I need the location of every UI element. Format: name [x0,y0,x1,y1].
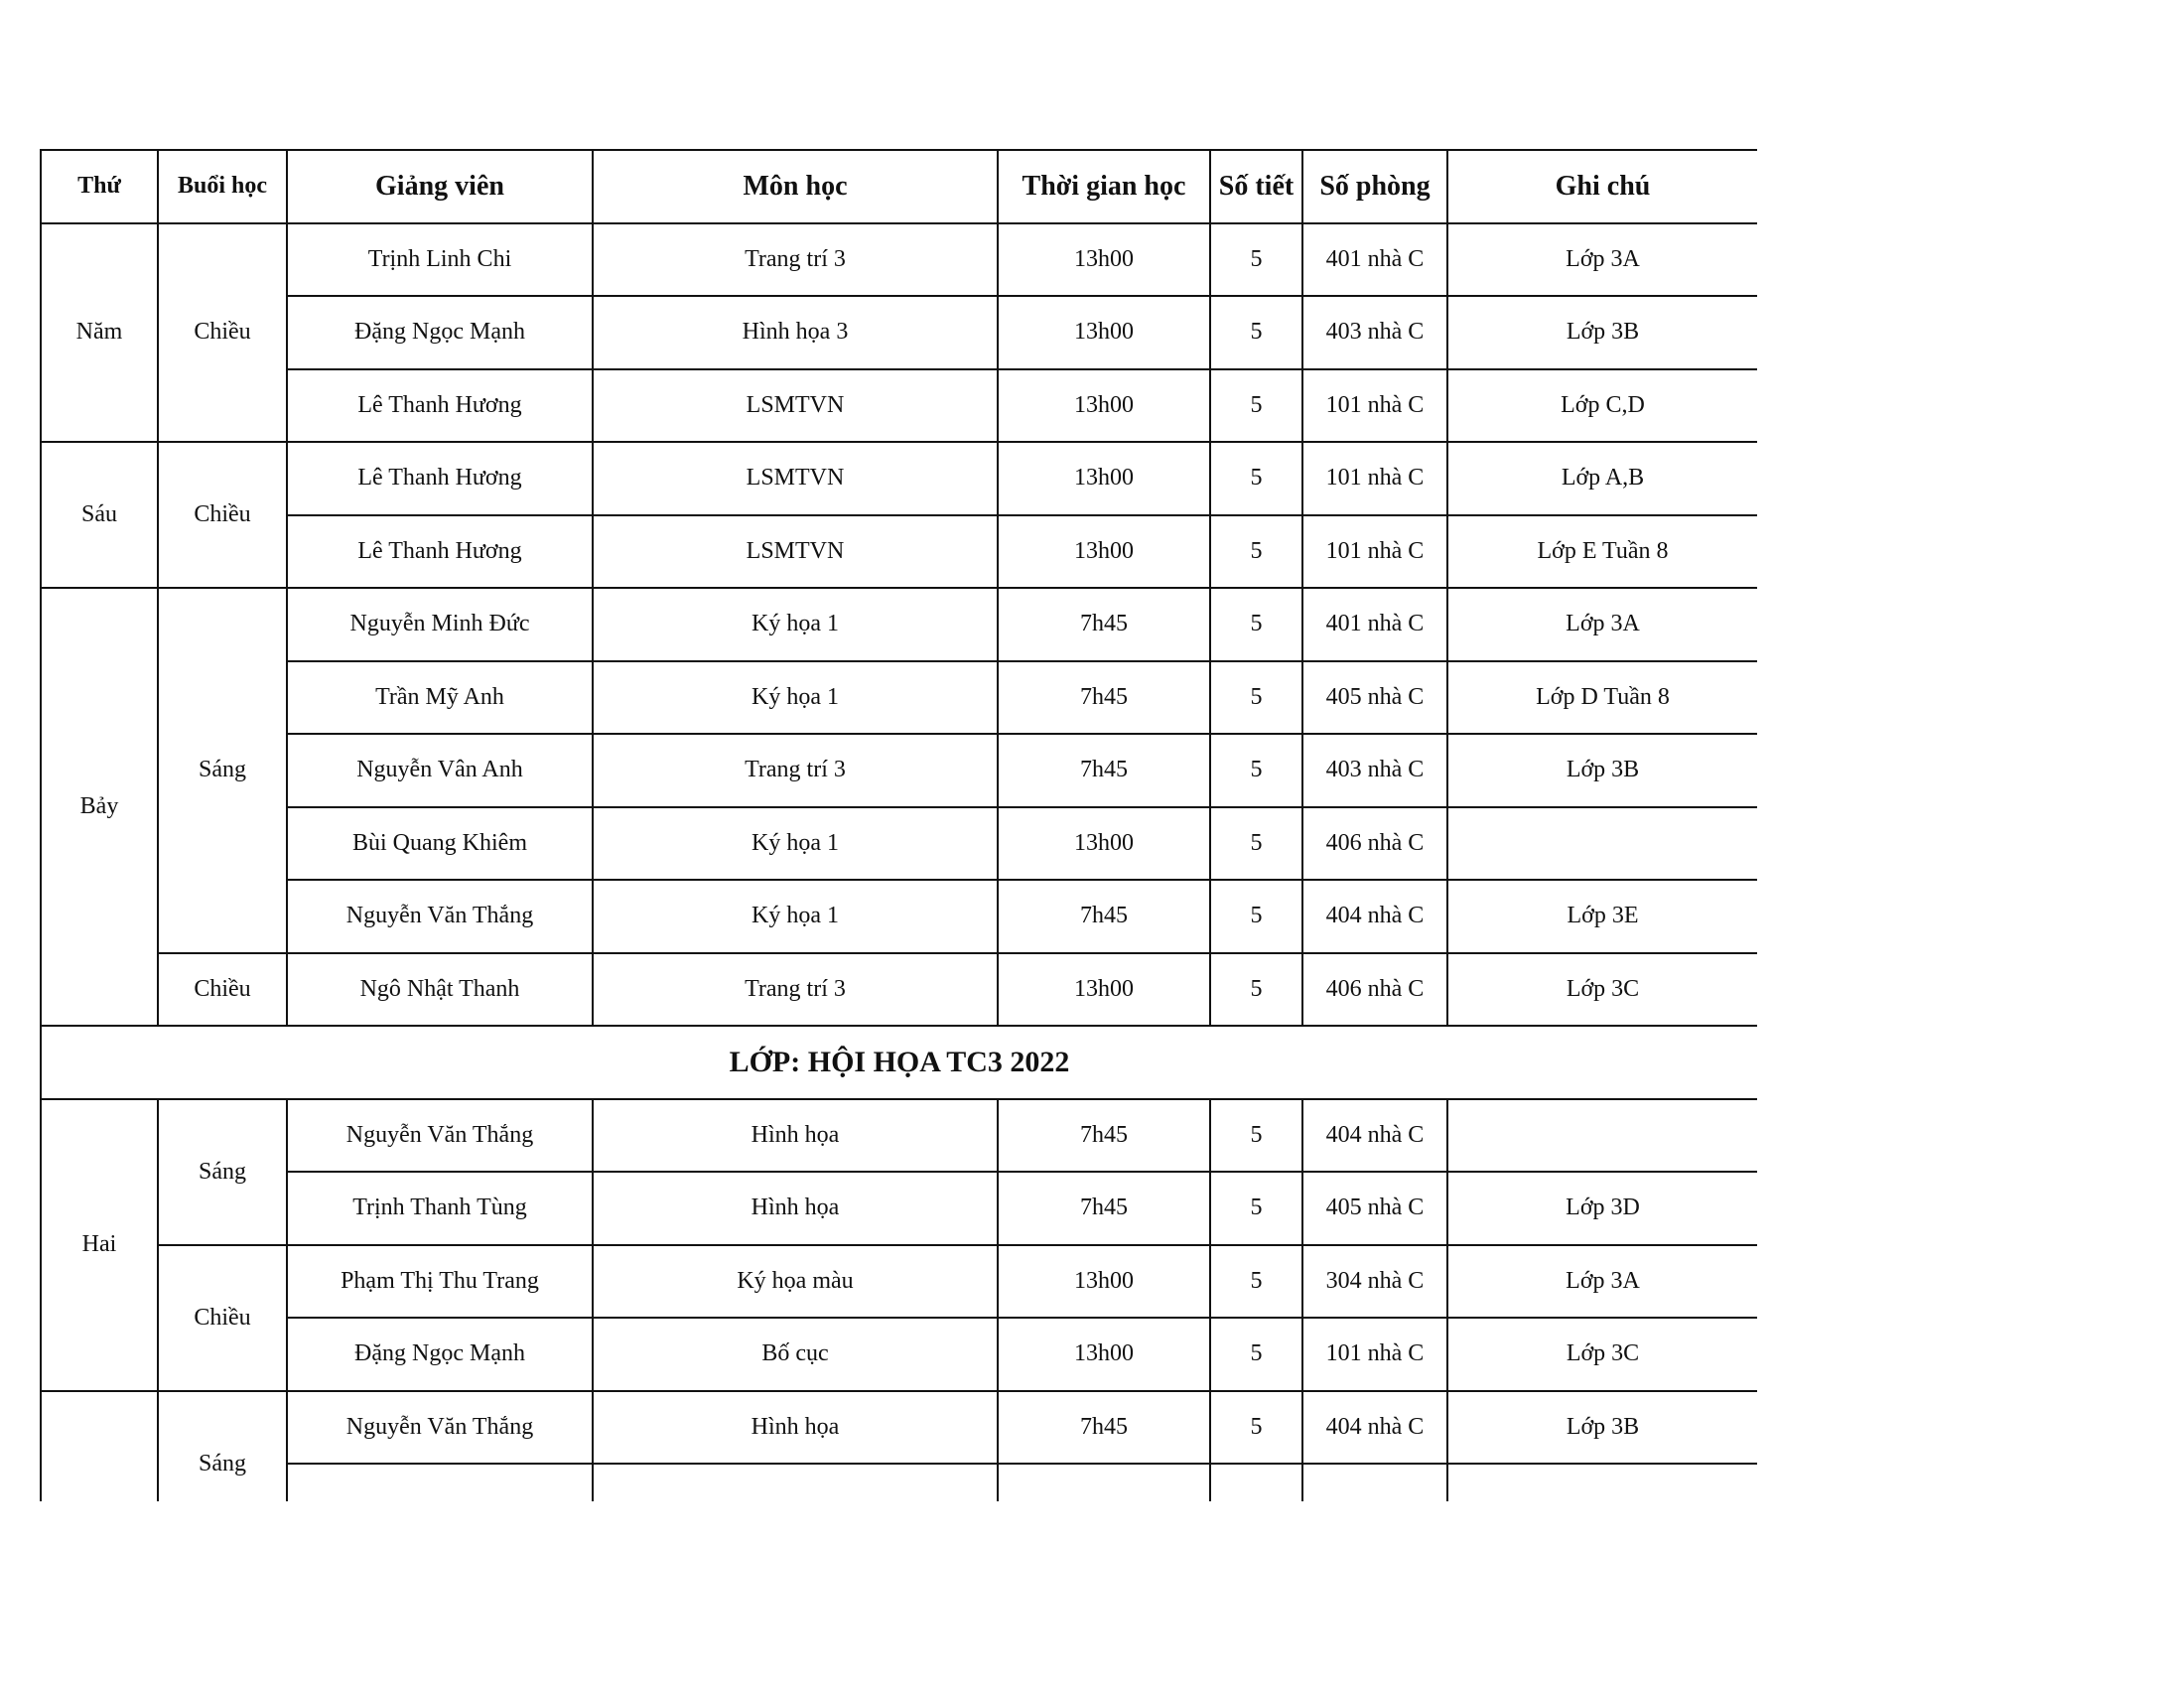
subject-cell: LSMTVN [593,369,998,443]
table-row [41,588,1757,661]
time-cell: 13h00 [998,1245,1210,1319]
subject-cell: Hình họa [593,1099,998,1173]
note-cell: Lớp 3A [1447,588,1757,661]
subject-cell: Trang trí 3 [593,734,998,807]
lecturer-cell: Đặng Ngọc Mạnh [287,1318,593,1391]
note-cell: Lớp D Tuần 8 [1447,661,1757,735]
subject-cell: Trang trí 3 [593,953,998,1027]
table-row [41,442,1757,515]
day-cell [41,1391,158,1502]
table-row [41,1245,1757,1319]
note-cell [1447,807,1757,881]
lecturer-cell: Trịnh Thanh Tùng [287,1172,593,1245]
periods-cell: 5 [1210,661,1302,735]
room-cell: 101 nhà C [1302,369,1447,443]
room-cell: 101 nhà C [1302,1318,1447,1391]
table-row [41,953,1757,1027]
lecturer-cell: Trần Mỹ Anh [287,661,593,735]
note-cell: Lớp 3D [1447,1172,1757,1245]
lecturer-cell: Nguyễn Văn Thắng [287,880,593,953]
table-row [41,1464,1757,1501]
header-so-tiet: Số tiết [1210,150,1302,223]
room-cell: 101 nhà C [1302,442,1447,515]
header-buoi-hoc: Buổi học [158,150,287,223]
header-row [41,150,1757,223]
note-cell: Lớp 3A [1447,1245,1757,1319]
subject-cell: Hình họa [593,1391,998,1465]
room-cell: 404 nhà C [1302,880,1447,953]
room-cell: 405 nhà C [1302,661,1447,735]
note-cell: Lớp 3E [1447,880,1757,953]
periods-cell: 5 [1210,1172,1302,1245]
subject-cell: Ký họa màu [593,1245,998,1319]
lecturer-cell: Nguyễn Vân Anh [287,734,593,807]
session-cell: Sáng [158,588,287,953]
time-cell: 7h45 [998,661,1210,735]
subject-cell: Hình họa [593,1172,998,1245]
section-title: LỚP: HỘI HỌA TC3 2022 [41,1026,1757,1099]
table-row [41,369,1757,443]
lecturer-cell: Nguyễn Văn Thắng [287,1099,593,1173]
lecturer-cell [287,1464,593,1501]
note-cell: Lớp 3B [1447,734,1757,807]
session-cell: Sáng [158,1391,287,1502]
periods-cell: 5 [1210,1391,1302,1465]
time-cell: 7h45 [998,1099,1210,1173]
header-ghi-chu: Ghi chú [1447,150,1757,223]
subject-cell: LSMTVN [593,515,998,589]
note-cell: Lớp C,D [1447,369,1757,443]
room-cell: 404 nhà C [1302,1391,1447,1465]
note-cell: Lớp 3B [1447,296,1757,369]
time-cell: 13h00 [998,296,1210,369]
periods-cell: 5 [1210,296,1302,369]
periods-cell: 5 [1210,807,1302,881]
subject-cell: Ký họa 1 [593,588,998,661]
time-cell: 13h00 [998,223,1210,297]
note-cell [1447,1099,1757,1173]
lecturer-cell: Ngô Nhật Thanh [287,953,593,1027]
time-cell [998,1464,1210,1501]
section-row [41,1026,1757,1099]
room-cell: 401 nhà C [1302,223,1447,297]
periods-cell: 5 [1210,1099,1302,1173]
periods-cell: 5 [1210,369,1302,443]
note-cell: Lớp 3B [1447,1391,1757,1465]
room-cell: 406 nhà C [1302,807,1447,881]
time-cell: 13h00 [998,515,1210,589]
session-cell: Chiều [158,223,287,443]
day-cell: Hai [41,1099,158,1391]
table-row [41,1172,1757,1245]
schedule-table [40,149,1757,1501]
periods-cell: 5 [1210,515,1302,589]
table-row [41,515,1757,589]
note-cell: Lớp E Tuần 8 [1447,515,1757,589]
subject-cell: Trang trí 3 [593,223,998,297]
time-cell: 7h45 [998,1172,1210,1245]
header-giang-vien: Giảng viên [287,150,593,223]
note-cell: Lớp A,B [1447,442,1757,515]
lecturer-cell: Trịnh Linh Chi [287,223,593,297]
day-cell: Năm [41,223,158,443]
lecturer-cell: Lê Thanh Hương [287,515,593,589]
periods-cell: 5 [1210,588,1302,661]
periods-cell [1210,1464,1302,1501]
room-cell: 101 nhà C [1302,515,1447,589]
lecturer-cell: Nguyễn Văn Thắng [287,1391,593,1465]
session-cell: Chiều [158,953,287,1027]
table-row [41,1391,1757,1465]
room-cell: 405 nhà C [1302,1172,1447,1245]
time-cell: 7h45 [998,734,1210,807]
periods-cell: 5 [1210,1245,1302,1319]
time-cell: 13h00 [998,442,1210,515]
note-cell: Lớp 3C [1447,953,1757,1027]
table-row [41,807,1757,881]
note-cell: Lớp 3A [1447,223,1757,297]
table-row [41,1099,1757,1173]
lecturer-cell: Lê Thanh Hương [287,369,593,443]
subject-cell: Ký họa 1 [593,807,998,881]
session-cell: Chiều [158,1245,287,1391]
day-cell: Sáu [41,442,158,588]
header-thu: Thứ [41,150,158,223]
room-cell: 403 nhà C [1302,734,1447,807]
room-cell: 304 nhà C [1302,1245,1447,1319]
subject-cell [593,1464,998,1501]
periods-cell: 5 [1210,1318,1302,1391]
lecturer-cell: Nguyễn Minh Đức [287,588,593,661]
room-cell: 403 nhà C [1302,296,1447,369]
time-cell: 13h00 [998,807,1210,881]
session-cell: Chiều [158,442,287,588]
note-cell [1447,1464,1757,1501]
subject-cell: Ký họa 1 [593,661,998,735]
table-row [41,1318,1757,1391]
lecturer-cell: Lê Thanh Hương [287,442,593,515]
periods-cell: 5 [1210,223,1302,297]
session-cell: Sáng [158,1099,287,1245]
table-row [41,661,1757,735]
subject-cell: LSMTVN [593,442,998,515]
subject-cell: Bố cục [593,1318,998,1391]
time-cell: 13h00 [998,953,1210,1027]
table-row [41,296,1757,369]
time-cell: 7h45 [998,880,1210,953]
time-cell: 13h00 [998,1318,1210,1391]
time-cell: 7h45 [998,588,1210,661]
header-so-phong: Số phòng [1302,150,1447,223]
time-cell: 13h00 [998,369,1210,443]
time-cell: 7h45 [998,1391,1210,1465]
room-cell [1302,1464,1447,1501]
header-mon-hoc: Môn học [593,150,998,223]
table-row [41,880,1757,953]
day-cell: Bảy [41,588,158,1026]
table-row [41,734,1757,807]
lecturer-cell: Đặng Ngọc Mạnh [287,296,593,369]
subject-cell: Hình họa 3 [593,296,998,369]
lecturer-cell: Bùi Quang Khiêm [287,807,593,881]
room-cell: 404 nhà C [1302,1099,1447,1173]
periods-cell: 5 [1210,734,1302,807]
note-cell: Lớp 3C [1447,1318,1757,1391]
subject-cell: Ký họa 1 [593,880,998,953]
periods-cell: 5 [1210,442,1302,515]
schedule-table-container [40,149,1757,1501]
periods-cell: 5 [1210,880,1302,953]
room-cell: 406 nhà C [1302,953,1447,1027]
table-row [41,223,1757,297]
header-thoi-gian-hoc: Thời gian học [998,150,1210,223]
lecturer-cell: Phạm Thị Thu Trang [287,1245,593,1319]
room-cell: 401 nhà C [1302,588,1447,661]
periods-cell: 5 [1210,953,1302,1027]
